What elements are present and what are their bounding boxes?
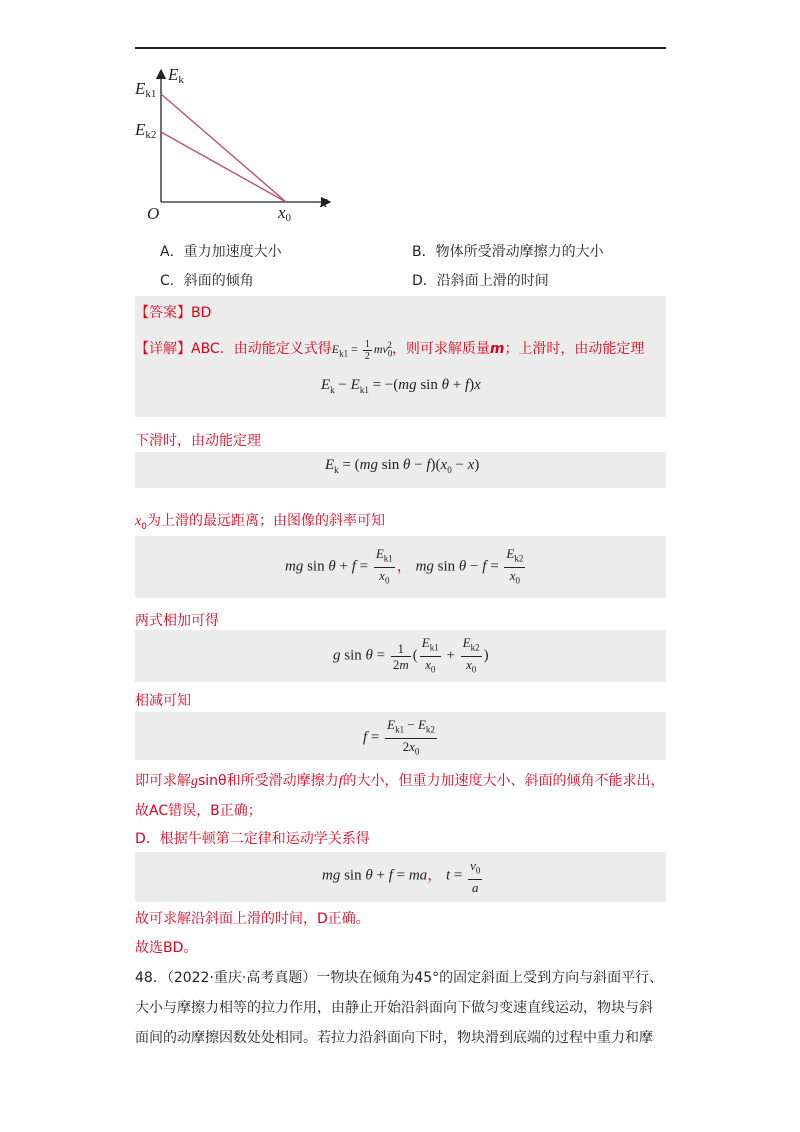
graph-svg	[130, 62, 350, 232]
conclude-line-1: 即可求解gsinθ和所受滑动摩擦力f的大小，但重力加速度大小、斜面的倾角不能求出，	[135, 773, 665, 789]
option-c: C．斜面的倾角	[160, 273, 254, 289]
option-b: B．物体所受滑动摩擦力的大小	[412, 244, 604, 260]
explain-label: 【详解】	[135, 341, 191, 357]
answer-value: BD	[191, 305, 212, 321]
answer-line	[135, 302, 211, 322]
option-a: A．重力加速度大小	[160, 244, 282, 260]
down-text: 下滑时，由动能定理	[135, 433, 261, 449]
x0-label: x0	[278, 203, 292, 224]
explain-line-1: 【详解】ABC．由动能定义式得$E_{k1}$ = $\frac{1}{2}$ $mv_0^2$，则可求解质量m；上滑时，由动能定理	[135, 338, 645, 362]
ek1-line	[161, 94, 286, 202]
conclude-line-2: 故AC错误，B正确；	[135, 803, 262, 819]
answer-label: 【答案】	[135, 305, 191, 321]
header-rule	[135, 47, 666, 49]
x0-text: $x_0$为上滑的最远距离；由图像的斜率可知	[135, 513, 385, 532]
x-axis-label: x	[320, 192, 328, 211]
d-formula: mg sin θ + f = ma， t = $\frac{v_0}{a}$	[322, 858, 481, 895]
sum-text: 两式相加可得	[135, 613, 219, 629]
question48-line-1: 48．（2022·重庆·高考真题）一物块在倾角为45°的固定斜面上受到方向与斜面平行、	[135, 970, 664, 986]
question48-line-3: 面间的动摩擦因数处处相同。若拉力沿斜面向下时，物块滑到底端的过程中重力和摩	[135, 1030, 653, 1046]
slope-formulas: mg sin θ + f = $\frac{E_{k1}}{x_0}$ ， mg sin θ − f = $\frac{E_{k2}}{x_0}$	[285, 546, 524, 586]
question48-line-2: 大小与摩擦力相等的拉力作用，由静止开始沿斜面向下做匀变速直线运动，物块与斜	[135, 1000, 653, 1016]
diff-formula: f = $\frac{E_{k1} - E_{k2}}{2x_0}$	[363, 717, 435, 757]
origin-label: O	[147, 204, 160, 223]
option-d: D．沿斜面上滑的时间	[412, 273, 549, 289]
sum-formula: g sin θ = $\frac{1}{2m}$ ( $\frac{E_{k1}}{x_0}$ + $\frac{E_{k2}}{x_0}$ )	[333, 635, 489, 675]
formula-down: $E_k = (mg$ $\sin \theta - f)(x_0 - x)$	[325, 457, 480, 475]
ek1-label: Ek1	[135, 79, 157, 100]
y-axis-label: Ek	[168, 65, 184, 86]
ek2-label: Ek2	[135, 120, 157, 141]
ek-x-graph	[130, 62, 350, 232]
diff-text: 相减可知	[135, 693, 191, 709]
d-text: D．根据牛顿第二定律和运动学关系得	[135, 831, 370, 847]
ek2-line	[161, 132, 286, 202]
formula-up: $E_k - E_{k1} = -(mg$ sin θ + f)x	[321, 377, 481, 395]
final-answer: 故选BD。	[135, 940, 198, 956]
d-conclude: 故可求解沿斜面上滑的时间，D正确。	[135, 911, 370, 927]
ek1-definition: $E_{k1}$ = $\frac{1}{2}$ $mv_0^2$	[331, 338, 393, 362]
